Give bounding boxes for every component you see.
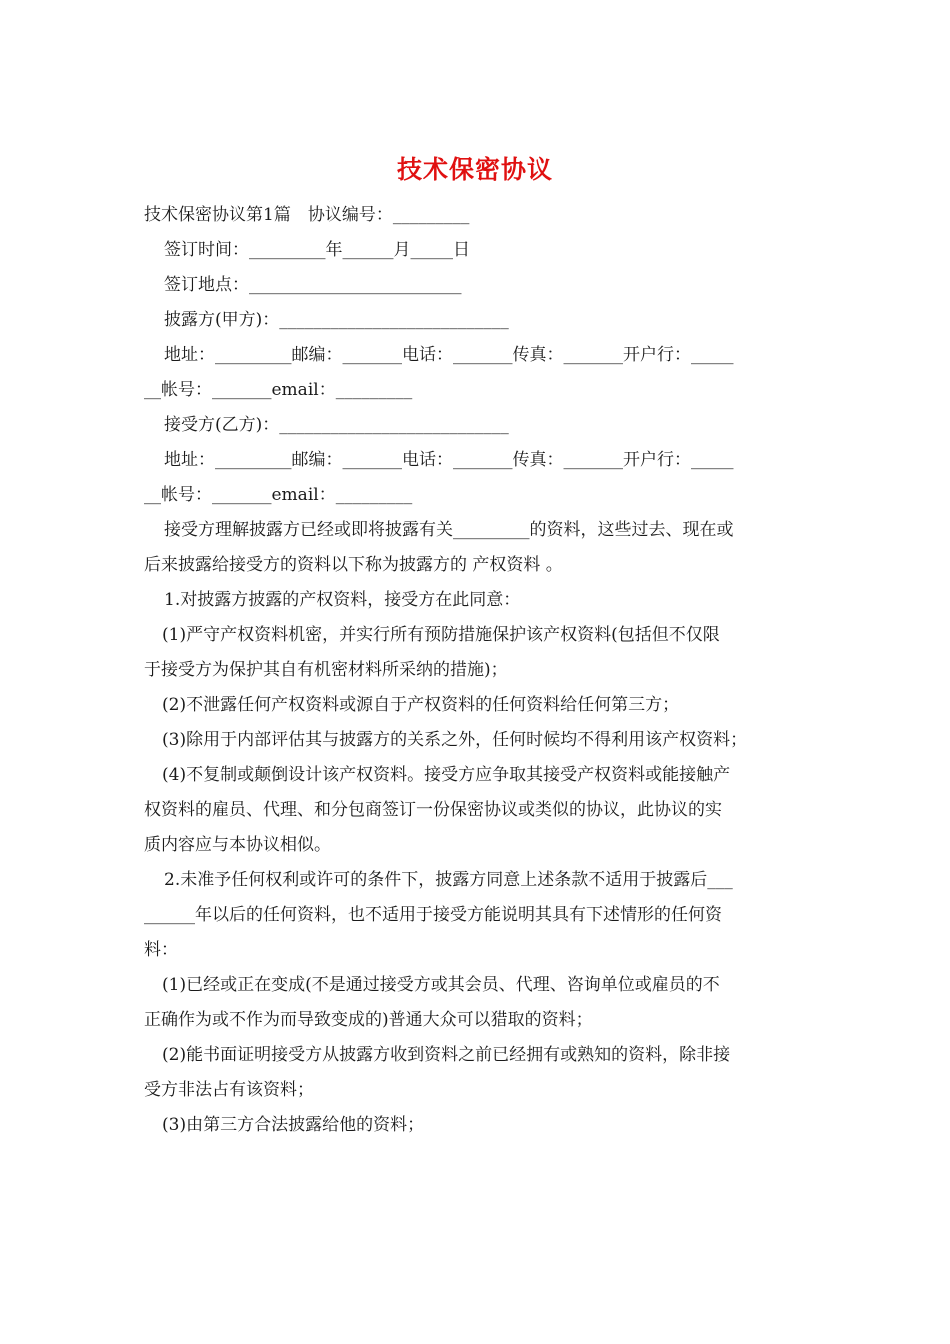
text-line: (1)严守产权资料机密，并实行所有预防措施保护该产权资料(包括但不仅限 — [162, 625, 720, 645]
text-line: 后来披露给接受方的资料以下称为披露方的 产权资料 。 — [144, 555, 563, 575]
text-line: (2)不泄露任何产权资料或源自于产权资料的任何资料给任何第三方； — [162, 695, 680, 715]
document-title: 技术保密协议 — [396, 155, 553, 184]
text-line: 受方非法占有该资料； — [144, 1080, 314, 1100]
text-line: 质内容应与本协议相似。 — [144, 835, 331, 855]
document-body — [144, 198, 808, 1143]
text-line: (2)能书面证明接受方从披露方收到资料之前已经拥有或熟知的资料，除非接 — [162, 1045, 731, 1065]
text-line: 地址：_________邮编：_______电话：_______传真：_______开户行：_____ — [164, 345, 734, 365]
text-line: 料： — [144, 940, 178, 960]
text-line: (3)除用于内部评估其与披露方的关系之外，任何时候均不得利用该产权资料； — [162, 730, 748, 750]
text-line: __帐号：_______email：_________ — [144, 380, 413, 400]
text-line: (4)不复制或颠倒设计该产权资料。接受方应争取其接受产权资料或能接触产 — [162, 765, 731, 785]
text-line: 技术保密协议第1篇 协议编号：_________ — [144, 205, 470, 225]
text-line: 披露方(甲方)：___________________________ — [164, 310, 509, 330]
text-line: 正确作为或不作为而导致变成的)普通大众可以猎取的资料； — [144, 1010, 593, 1030]
text-line: 签订时间：_________年______月_____日 — [164, 240, 470, 260]
text-line: 于接受方为保护其自有机密材料所采纳的措施)； — [144, 660, 508, 680]
text-line: __帐号：_______email：_________ — [144, 485, 413, 505]
text-line: 接受方理解披露方已经或即将披露有关_________的资料，这些过去、现在或 — [164, 520, 734, 540]
text-line: 权资料的雇员、代理、和分包商签订一份保密协议或类似的协议，此协议的实 — [144, 800, 722, 820]
text-line: (3)由第三方合法披露给他的资料； — [162, 1115, 425, 1135]
text-line: (1)已经或正在变成(不是通过接受方或其会员、代理、咨询单位或雇员的不 — [162, 975, 720, 995]
text-line: 2.未准予任何权利或许可的条件下，披露方同意上述条款不适用于披露后___ — [164, 870, 733, 890]
text-line: 地址：_________邮编：_______电话：_______传真：_______开户行：_____ — [164, 450, 734, 470]
text-line: 1.对披露方披露的产权资料，接受方在此同意： — [164, 590, 521, 610]
text-line: ______年以后的任何资料，也不适用于接受方能说明其具有下述情形的任何资 — [144, 905, 722, 925]
text-line: 接受方(乙方)：___________________________ — [164, 415, 509, 435]
text-line: 签订地点：_________________________ — [164, 275, 462, 295]
